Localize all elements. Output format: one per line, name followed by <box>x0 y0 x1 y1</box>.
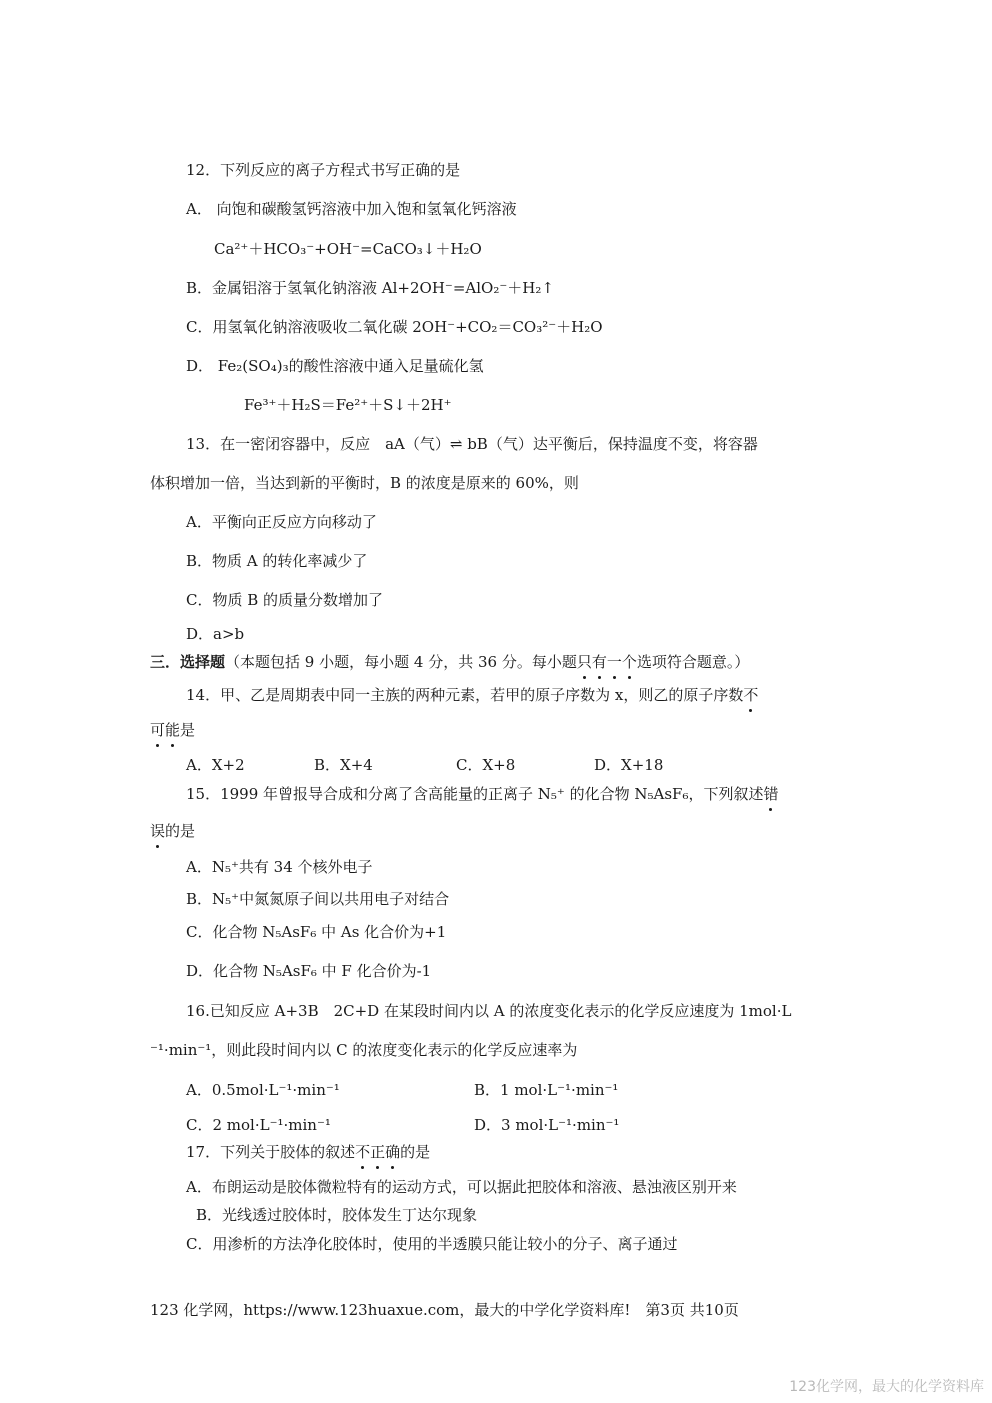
q13-option-c: C．物质 B 的质量分数增加了 <box>186 591 384 609</box>
q17-option-a: A．布朗运动是胶体微粒特有的运动方式，可以据此把胶体和溶液、悬浊液区别开来 <box>186 1178 737 1196</box>
emphasis-char: 可 <box>150 721 166 739</box>
emphasis-char: 只 <box>576 653 592 671</box>
emphasis-char: 有 <box>591 653 607 671</box>
q14-stem-tail: 是 <box>180 721 196 739</box>
q15-option-d: D．化合物 N₅AsF₆ 中 F 化合价为-1 <box>186 962 432 980</box>
section-desc-emphasis <box>577 653 637 671</box>
section-number: 三． <box>150 653 181 671</box>
q17-stem-emphasis <box>355 1143 400 1161</box>
q12-option-c: C．用氢氧化钠溶液吸收二氧化碳 2OH⁻+CO₂＝CO₃²⁻＋H₂O <box>186 318 603 336</box>
q14-stem-emphasis-2 <box>150 721 180 739</box>
q14-stem-text: 14．甲、乙是周期表中同一主族的两种元素，若甲的原子序数为 x，则乙的原子序数 <box>186 686 744 704</box>
q14-stem-line1 <box>186 685 758 705</box>
q13-stem-line1: 13．在一密闭容器中，反应 aA（气）⇌ bB（气）达平衡后，保持温度不变，将容器 <box>186 435 758 453</box>
q16-option-b: B．1 mol·L⁻¹·min⁻¹ <box>474 1081 619 1099</box>
q15-option-c: C．化合物 N₅AsF₆ 中 As 化合价为+1 <box>186 923 447 941</box>
emphasis-char: 正 <box>370 1143 386 1161</box>
site-watermark: 123化学网，最大的化学资料库 <box>789 1379 984 1395</box>
section-desc-after: 选项符合题意。） <box>636 653 750 671</box>
section-desc-before: （本题包括 9 小题，每小题 4 分，共 36 分。每小题 <box>225 653 577 671</box>
q16-option-a: A．0.5mol·L⁻¹·min⁻¹ <box>186 1081 340 1099</box>
q16-option-c: C．2 mol·L⁻¹·min⁻¹ <box>186 1116 331 1134</box>
q17-option-c: C．用渗析的方法净化胶体时，使用的半透膜只能让较小的分子、离子通过 <box>186 1235 678 1253</box>
emphasis-char: 不 <box>355 1143 371 1161</box>
section-3-heading <box>150 652 749 672</box>
q16-stem-line2: ⁻¹·min⁻¹，则此段时间内以 C 的浓度变化表示的化学反应速率为 <box>150 1041 578 1059</box>
q14-option-c: C．X+8 <box>456 756 516 774</box>
q15-stem-line2 <box>150 821 195 841</box>
q13-option-b: B．物质 A 的转化率减少了 <box>186 552 368 570</box>
q17-option-b: B．光线透过胶体时，胶体发生丁达尔现象 <box>196 1206 478 1224</box>
section-desc-emphasis-text <box>577 653 637 671</box>
q14-option-d: D．X+18 <box>594 756 664 774</box>
emphasis-char: 能 <box>165 721 181 739</box>
q15-option-b: B．N₅⁺中氮氮原子间以共用电子对结合 <box>186 890 450 908</box>
emphasis-char: 一 <box>606 653 622 671</box>
q12-option-d: D． Fe₂(SO₄)₃的酸性溶液中通入足量硫化氢 <box>186 357 484 375</box>
q15-stem-tail: 的是 <box>165 822 196 840</box>
q14-stem-emphasis: 不 <box>743 686 759 704</box>
emphasis-char: 确 <box>385 1143 401 1161</box>
q15-option-a: A．N₅⁺共有 34 个核外电子 <box>186 858 373 876</box>
q15-stem-line1 <box>186 784 779 804</box>
q14-option-b: B．X+4 <box>314 756 373 774</box>
q12-stem: 12．下列反应的离子方程式书写正确的是 <box>186 161 461 179</box>
q15-stem-text: 15．1999 年曾报导合成和分离了含高能量的正离子 N₅⁺ 的化合物 N₅AsF₆，下列叙述 <box>186 785 764 803</box>
q12-option-a: A． 向饱和碳酸氢钙溶液中加入饱和氢氧化钙溶液 <box>186 200 517 218</box>
section-title: 选择题 <box>180 653 226 671</box>
q15-stem-emphasis: 错 <box>763 785 779 803</box>
q12-option-b: B．金属铝溶于氢氧化钠溶液 Al+2OH⁻=AlO₂⁻＋H₂↑ <box>186 279 554 297</box>
q17-stem <box>186 1142 430 1162</box>
q13-option-d: D．a>b <box>186 625 245 643</box>
page-footer: 123 化学网，https://www.123huaxue.com，最大的中学化学资料库! 第3页 共10页 <box>150 1301 739 1319</box>
q16-option-d: D．3 mol·L⁻¹·min⁻¹ <box>474 1116 620 1134</box>
q16-stem-line1: 16.已知反应 A+3B 2C+D 在某段时间内以 A 的浓度变化表示的化学反应速度为 1mol·L <box>186 1002 792 1020</box>
q17-stem-text: 17．下列关于胶体的叙述 <box>186 1143 356 1161</box>
q12-option-a-equation: Ca²⁺＋HCO₃⁻+OH⁻=CaCO₃↓＋H₂O <box>214 240 482 258</box>
q13-option-a: A．平衡向正反应方向移动了 <box>186 513 377 531</box>
q13-stem-line2: 体积增加一倍，当达到新的平衡时，B 的浓度是原来的 60%，则 <box>150 474 579 492</box>
q14-stem-line2 <box>150 720 195 740</box>
q12-option-d-equation: Fe³⁺＋H₂S＝Fe²⁺＋S↓＋2H⁺ <box>244 396 452 414</box>
emphasis-char: 个 <box>621 653 637 671</box>
q17-stem-tail: 的是 <box>400 1143 431 1161</box>
q15-stem-emphasis-2: 误 <box>150 822 166 840</box>
q14-option-a: A．X+2 <box>186 756 245 774</box>
